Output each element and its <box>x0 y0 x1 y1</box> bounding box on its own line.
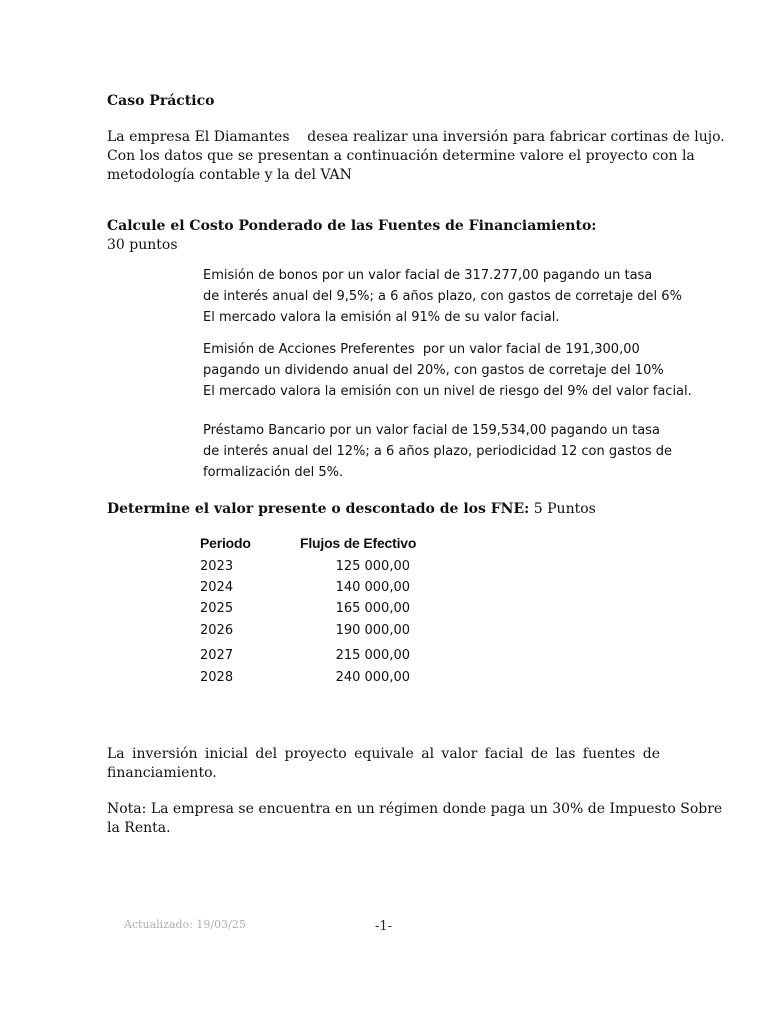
bonds-block <box>203 268 683 324</box>
section2-heading-line <box>107 500 596 519</box>
table-header-period: Periodo <box>200 535 251 551</box>
intro-paragraph <box>107 128 725 185</box>
table-cell-amount: 215 000,00 <box>335 648 410 663</box>
bank-loan-line: de interés anual del 12%; a 6 años plazo, periodicidad 12 con gastos de <box>203 444 673 459</box>
table-cell-amount: 140 000,00 <box>335 580 410 595</box>
note-paragraph <box>107 800 723 838</box>
bank-loan-line: Préstamo Bancario por un valor facial de 159,534,00 pagando un tasa <box>203 423 660 438</box>
table-header-flows: Flujos de Efectivo <box>300 535 417 551</box>
table-cell-amount: 125 000,00 <box>335 559 410 574</box>
table-row <box>200 668 410 688</box>
table-cell-period: 2026 <box>200 623 234 638</box>
table-row <box>200 599 410 619</box>
note-line: Nota: La empresa se encuentra en un régimen donde paga un 30% de Impuesto Sobre <box>107 801 723 817</box>
table-cell-period: 2024 <box>200 580 234 595</box>
preferred-shares-line: pagando un dividendo anual del 20%, con gastos de corretaje del 10% <box>203 363 664 378</box>
table-cell-period: 2023 <box>200 559 234 574</box>
preferred-shares-block <box>203 339 692 402</box>
intro-line: La empresa El Diamantes desea realizar una inversión para fabricar cortinas de lujo. <box>107 129 725 145</box>
bonds-line: Emisión de bonos por un valor facial de 317.277,00 pagando un tasa <box>203 268 653 283</box>
document-title: Caso Práctico <box>107 93 215 109</box>
investment-line: financiamiento. <box>107 765 217 781</box>
bonds-line: de interés anual del 9,5%; a 6 años plazo, con gastos de corretaje del 6% <box>203 289 682 304</box>
preferred-shares-line: Emisión de Acciones Preferentes por un valor facial de 191,300,00 <box>203 342 640 357</box>
section1-points: 30 puntos <box>107 237 178 253</box>
preferred-shares-line: El mercado valora la emisión con un nivel de riesgo del 9% del valor facial. <box>203 384 692 399</box>
bank-loan-block <box>203 420 672 483</box>
table-cell-amount: 240 000,00 <box>335 670 410 685</box>
table-cell-period: 2028 <box>200 670 234 685</box>
footer-updated-date: Actualizado: 19/03/25 <box>124 918 246 931</box>
bank-loan-line: formalización del 5%. <box>203 465 344 480</box>
table-cell-amount: 165 000,00 <box>335 601 410 616</box>
table-row <box>200 621 410 641</box>
intro-line: Con los datos que se presentan a continuación determine valore el proyecto con la <box>107 148 695 164</box>
section2-points: 5 Puntos <box>529 501 596 517</box>
table-cell-amount: 190 000,00 <box>335 623 410 638</box>
table-row <box>200 557 410 577</box>
table-cell-period: 2025 <box>200 601 234 616</box>
section1-heading: Calcule el Costo Ponderado de las Fuentes de Financiamiento: <box>107 218 597 234</box>
investment-paragraph <box>107 745 660 783</box>
bonds-line: El mercado valora la emisión al 91% de su valor facial. <box>203 310 560 324</box>
section2-heading: Determine el valor presente o descontado de los FNE: <box>107 501 530 517</box>
table-row <box>200 646 410 666</box>
investment-line: La inversión inicial del proyecto equivale al valor facial de las fuentes de <box>107 746 660 762</box>
note-line: la Renta. <box>107 820 171 836</box>
table-row <box>200 578 410 598</box>
intro-line: metodología contable y la del VAN <box>107 167 352 183</box>
footer-page-number: -1- <box>375 919 393 934</box>
table-cell-period: 2027 <box>200 648 234 663</box>
